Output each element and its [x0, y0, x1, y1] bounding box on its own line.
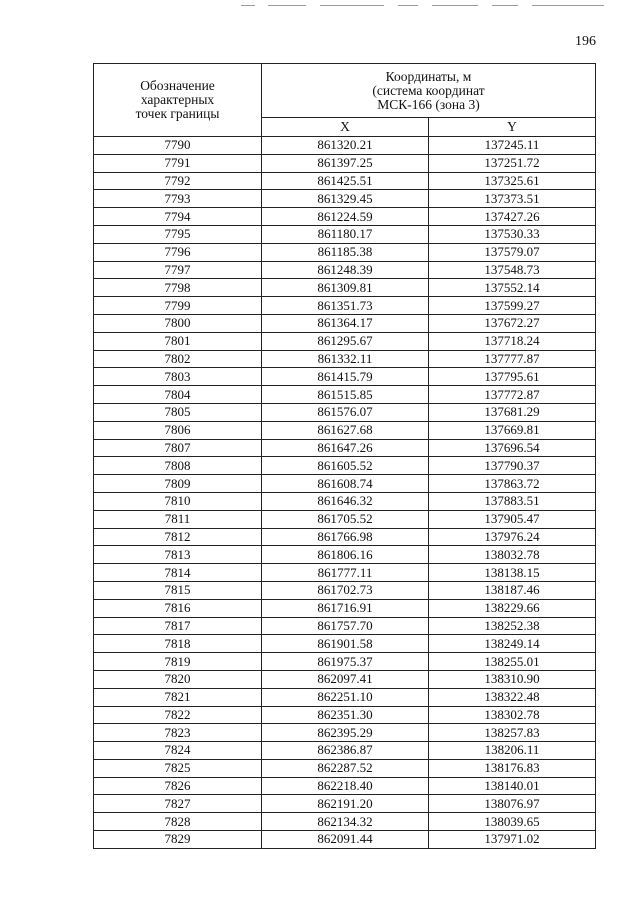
y-coordinate-cell: 138187.46	[429, 581, 596, 599]
y-coordinate-cell: 138229.66	[429, 599, 596, 617]
x-coordinate-cell: 861364.17	[262, 314, 429, 332]
point-id-cell: 7819	[94, 653, 262, 671]
table-row	[94, 208, 596, 226]
y-coordinate-cell: 138322.48	[429, 688, 596, 706]
point-id-cell: 7820	[94, 670, 262, 688]
y-coordinate-cell: 137373.51	[429, 190, 596, 208]
x-coordinate-cell: 862351.30	[262, 706, 429, 724]
table-row	[94, 137, 596, 155]
x-coordinate-cell: 861295.67	[262, 332, 429, 350]
table-row	[94, 279, 596, 297]
x-coordinate-cell: 861329.45	[262, 190, 429, 208]
y-coordinate-cell: 137883.51	[429, 492, 596, 510]
table-row	[94, 831, 596, 849]
table-row	[94, 386, 596, 404]
x-coordinate-cell: 862097.41	[262, 670, 429, 688]
table-row	[94, 421, 596, 439]
table-row	[94, 172, 596, 190]
table-row	[94, 813, 596, 831]
point-id-cell: 7823	[94, 724, 262, 742]
y-coordinate-cell: 137325.61	[429, 172, 596, 190]
x-coordinate-cell: 861716.91	[262, 599, 429, 617]
y-coordinate-cell: 137790.37	[429, 457, 596, 475]
x-coordinate-cell: 861309.81	[262, 279, 429, 297]
coordinates-table-body	[94, 137, 596, 849]
point-id-cell: 7809	[94, 475, 262, 493]
y-coordinate-cell: 138140.01	[429, 777, 596, 795]
point-id-cell: 7791	[94, 154, 262, 172]
x-coordinate-cell: 862251.10	[262, 688, 429, 706]
x-coordinate-cell: 862218.40	[262, 777, 429, 795]
point-id-cell: 7797	[94, 261, 262, 279]
y-coordinate-cell: 137548.73	[429, 261, 596, 279]
y-coordinate-cell: 137251.72	[429, 154, 596, 172]
y-coordinate-cell: 137795.61	[429, 368, 596, 386]
x-coordinate-cell: 862134.32	[262, 813, 429, 831]
x-coordinate-cell: 861397.25	[262, 154, 429, 172]
y-coordinate-cell: 137245.11	[429, 137, 596, 155]
point-id-cell: 7800	[94, 314, 262, 332]
table-row	[94, 225, 596, 243]
table-row	[94, 653, 596, 671]
point-id-cell: 7798	[94, 279, 262, 297]
y-coordinate-cell: 137718.24	[429, 332, 596, 350]
table-row	[94, 528, 596, 546]
y-coordinate-cell: 138206.11	[429, 742, 596, 760]
point-id-cell: 7807	[94, 439, 262, 457]
x-coordinate-cell: 861185.38	[262, 243, 429, 261]
y-coordinate-cell: 138076.97	[429, 795, 596, 813]
x-coordinate-cell: 861248.39	[262, 261, 429, 279]
y-coordinate-cell: 137863.72	[429, 475, 596, 493]
table-row	[94, 581, 596, 599]
x-coordinate-cell: 861766.98	[262, 528, 429, 546]
table-row	[94, 350, 596, 368]
point-id-cell: 7806	[94, 421, 262, 439]
y-coordinate-cell: 138310.90	[429, 670, 596, 688]
table-row	[94, 332, 596, 350]
x-coordinate-cell: 861757.70	[262, 617, 429, 635]
table-row	[94, 439, 596, 457]
point-id-cell: 7795	[94, 225, 262, 243]
table-row	[94, 403, 596, 421]
x-coordinate-cell: 861702.73	[262, 581, 429, 599]
y-coordinate-cell: 137777.87	[429, 350, 596, 368]
x-coordinate-cell: 861705.52	[262, 510, 429, 528]
point-id-cell: 7801	[94, 332, 262, 350]
point-id-cell: 7803	[94, 368, 262, 386]
y-coordinate-cell: 137672.27	[429, 314, 596, 332]
point-id-cell: 7796	[94, 243, 262, 261]
table-row	[94, 617, 596, 635]
x-coordinate-cell: 861608.74	[262, 475, 429, 493]
table-row	[94, 688, 596, 706]
table-row	[94, 546, 596, 564]
point-id-cell: 7813	[94, 546, 262, 564]
x-coordinate-cell: 861180.17	[262, 225, 429, 243]
table-row	[94, 261, 596, 279]
point-id-cell: 7790	[94, 137, 262, 155]
x-coordinate-cell: 861806.16	[262, 546, 429, 564]
x-coordinate-cell: 861647.26	[262, 439, 429, 457]
table-row	[94, 724, 596, 742]
table-row	[94, 706, 596, 724]
table-row	[94, 742, 596, 760]
y-coordinate-cell: 137696.54	[429, 439, 596, 457]
point-id-cell: 7822	[94, 706, 262, 724]
x-coordinate-cell: 861425.51	[262, 172, 429, 190]
table-row	[94, 457, 596, 475]
x-coordinate-cell: 861320.21	[262, 137, 429, 155]
x-coordinate-cell: 861351.73	[262, 297, 429, 315]
y-coordinate-cell: 137669.81	[429, 421, 596, 439]
y-coordinate-cell: 138176.83	[429, 759, 596, 777]
point-id-cell: 7799	[94, 297, 262, 315]
coordinates-header: Координаты, м (система координат МСК-166 (зона 3)	[262, 64, 596, 118]
point-id-cell: 7815	[94, 581, 262, 599]
x-coordinate-cell: 862191.20	[262, 795, 429, 813]
y-coordinate-cell: 137772.87	[429, 386, 596, 404]
x-coordinate-cell: 861415.79	[262, 368, 429, 386]
y-coordinate-cell: 137427.26	[429, 208, 596, 226]
x-coordinate-cell: 861224.59	[262, 208, 429, 226]
y-coordinate-cell: 138255.01	[429, 653, 596, 671]
x-coordinate-cell: 861605.52	[262, 457, 429, 475]
y-coordinate-cell: 137976.24	[429, 528, 596, 546]
point-id-cell: 7808	[94, 457, 262, 475]
point-id-cell: 7812	[94, 528, 262, 546]
point-id-cell: 7814	[94, 564, 262, 582]
y-coordinate-cell: 137552.14	[429, 279, 596, 297]
table-row	[94, 670, 596, 688]
x-coordinate-cell: 861901.58	[262, 635, 429, 653]
coordinates-table	[93, 63, 596, 849]
table-row	[94, 759, 596, 777]
table-row	[94, 243, 596, 261]
table-row	[94, 777, 596, 795]
page-number: 196	[575, 34, 596, 49]
y-coordinate-cell: 137905.47	[429, 510, 596, 528]
x-coordinate-cell: 861515.85	[262, 386, 429, 404]
x-coordinate-cell: 862091.44	[262, 831, 429, 849]
table-row	[94, 564, 596, 582]
x-coordinate-cell: 861576.07	[262, 403, 429, 421]
table-row	[94, 599, 596, 617]
y-coordinate-cell: 138252.38	[429, 617, 596, 635]
table-row	[94, 154, 596, 172]
y-coordinate-cell: 138032.78	[429, 546, 596, 564]
point-id-cell: 7826	[94, 777, 262, 795]
point-id-cell: 7793	[94, 190, 262, 208]
x-coordinate-cell: 862395.29	[262, 724, 429, 742]
y-coordinate-cell: 138138.15	[429, 564, 596, 582]
point-id-cell: 7825	[94, 759, 262, 777]
point-id-cell: 7802	[94, 350, 262, 368]
table-row	[94, 510, 596, 528]
y-coordinate-cell: 138257.83	[429, 724, 596, 742]
point-id-cell: 7794	[94, 208, 262, 226]
y-coordinate-cell: 138302.78	[429, 706, 596, 724]
point-id-cell: 7792	[94, 172, 262, 190]
table-row	[94, 314, 596, 332]
point-id-cell: 7818	[94, 635, 262, 653]
point-id-cell: 7810	[94, 492, 262, 510]
table-row	[94, 475, 596, 493]
y-coordinate-cell: 138249.14	[429, 635, 596, 653]
x-coordinate-cell: 861332.11	[262, 350, 429, 368]
point-id-cell: 7824	[94, 742, 262, 760]
point-id-cell: 7817	[94, 617, 262, 635]
x-coordinate-cell: 861627.68	[262, 421, 429, 439]
point-id-cell: 7805	[94, 403, 262, 421]
point-id-cell: 7829	[94, 831, 262, 849]
x-coordinate-cell: 862287.52	[262, 759, 429, 777]
table-row	[94, 368, 596, 386]
table-row	[94, 635, 596, 653]
y-coordinate-cell: 137681.29	[429, 403, 596, 421]
y-coordinate-cell: 137599.27	[429, 297, 596, 315]
y-coordinate-cell: 138039.65	[429, 813, 596, 831]
y-coordinate-cell: 137579.07	[429, 243, 596, 261]
point-id-cell: 7811	[94, 510, 262, 528]
top-scan-rule	[0, 0, 640, 10]
table-row	[94, 190, 596, 208]
x-coordinate-cell: 861975.37	[262, 653, 429, 671]
x-coordinate-cell: 861646.32	[262, 492, 429, 510]
point-id-cell: 7821	[94, 688, 262, 706]
y-coordinate-cell: 137530.33	[429, 225, 596, 243]
point-id-cell: 7828	[94, 813, 262, 831]
table-row	[94, 297, 596, 315]
point-id-cell: 7827	[94, 795, 262, 813]
x-coordinate-cell: 861777.11	[262, 564, 429, 582]
y-column-header: Y	[429, 118, 596, 137]
table-row	[94, 795, 596, 813]
point-label-header: Обозначение характерных точек границы	[94, 64, 262, 137]
x-coordinate-cell: 862386.87	[262, 742, 429, 760]
table-row	[94, 492, 596, 510]
y-coordinate-cell: 137971.02	[429, 831, 596, 849]
x-column-header: X	[262, 118, 429, 137]
point-id-cell: 7816	[94, 599, 262, 617]
point-id-cell: 7804	[94, 386, 262, 404]
